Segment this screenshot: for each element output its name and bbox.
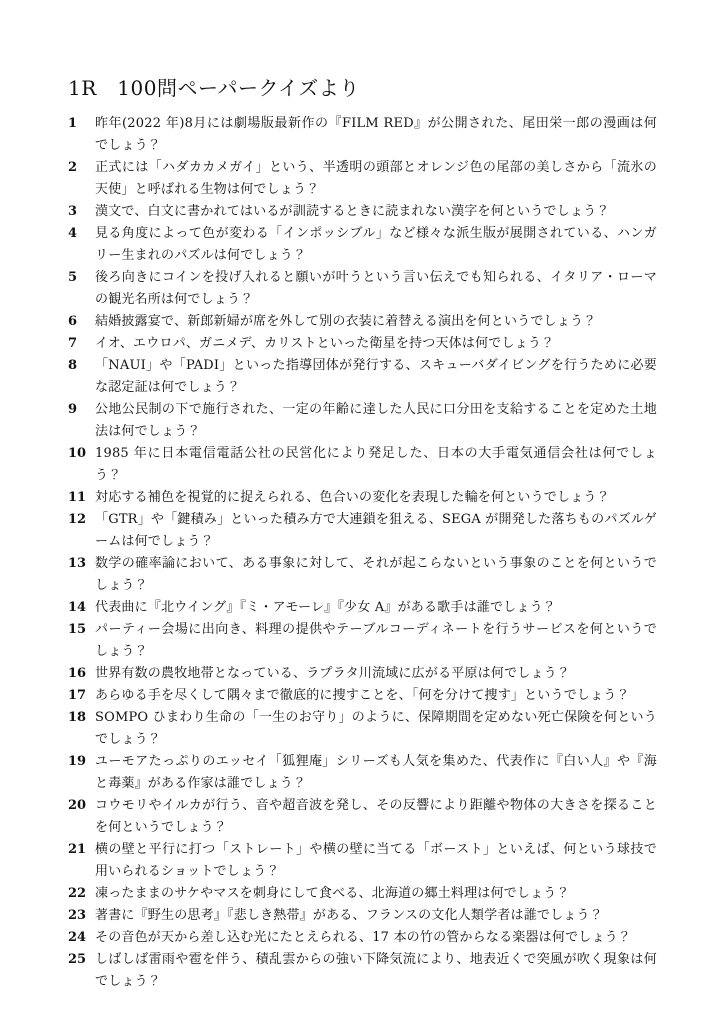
question-number: 19 — [68, 754, 87, 769]
question-row — [68, 597, 657, 619]
question-row — [68, 949, 657, 993]
question-number: 6 — [68, 314, 78, 329]
question-row — [68, 113, 657, 157]
page-title: 1R 100問ペーパークイズより — [68, 76, 360, 100]
question-number: 20 — [68, 798, 87, 813]
question-text: 「NAUI」や「PADI」といった指導団体が発行する、スキューバダイビングを行うために必要な認定証は何でしょう？ — [95, 358, 657, 395]
question-number: 18 — [68, 710, 87, 725]
question-row — [68, 619, 657, 663]
question-number: 7 — [68, 336, 78, 351]
question-text: 正式には「ハダカカメガイ」という、半透明の頭部とオレンジ色の尾部の美しさから「流氷の天使」と呼ばれる生物は何でしょう？ — [95, 160, 657, 197]
question-number: 14 — [68, 600, 87, 615]
question-row — [68, 707, 657, 751]
question-text: 数学の確率論において、ある事象に対して、それが起こらないという事象のことを何というでしょう？ — [95, 556, 657, 593]
question-number: 22 — [68, 886, 87, 901]
question-row — [68, 399, 657, 443]
question-row — [68, 223, 657, 267]
question-row — [68, 487, 657, 509]
question-row — [68, 267, 657, 311]
question-text: 代表曲に『北ウイング』『ミ・アモーレ』『少女 A』がある歌手は誰でしょう？ — [95, 600, 556, 615]
question-row — [68, 927, 657, 949]
question-row — [68, 355, 657, 399]
question-text: コウモリやイルカが行う、音や超音波を発し、その反響により距離や物体の大きさを探ることを何というでしょう？ — [95, 798, 657, 835]
question-row — [68, 509, 657, 553]
question-text: 結婚披露宴で、新郎新婦が席を外して別の衣装に着替える演出を何というでしょう？ — [95, 314, 597, 329]
question-number: 24 — [68, 930, 87, 945]
question-text: パーティー会場に出向き、料理の提供やテーブルコーディネートを行うサービスを何というでしょう？ — [95, 622, 657, 659]
question-row — [68, 751, 657, 795]
question-number: 16 — [68, 666, 87, 681]
question-row — [68, 553, 657, 597]
question-number: 1 — [68, 116, 78, 131]
question-number: 4 — [68, 226, 78, 241]
question-row — [68, 663, 657, 685]
question-text: 世界有数の農牧地帯となっている、ラプラタ川流域に広がる平原は何でしょう？ — [95, 666, 571, 681]
question-number: 25 — [68, 952, 87, 967]
question-row — [68, 883, 657, 905]
question-text: 対応する補色を視覚的に捉えられる、色合いの変化を表現した輪を何というでしょう？ — [95, 490, 610, 505]
question-number: 11 — [68, 490, 87, 505]
question-text: しばしば雷雨や雹を伴う、積乱雲からの強い下降気流により、地表近くで突風が吹く現象は何でしょう？ — [95, 952, 657, 989]
question-number: 12 — [68, 512, 87, 527]
question-row — [68, 333, 657, 355]
question-number: 17 — [68, 688, 87, 703]
question-number: 13 — [68, 556, 87, 571]
question-text: 「GTR」や「鍵積み」といった積み方で大連鎖を狙える、SEGA が開発した落ちものパズルゲームは何でしょう？ — [95, 512, 657, 549]
question-text: 横の壁と平行に打つ「ストレート」や横の壁に当てる「ボースト」といえば、何という球技で用いられるショットでしょう？ — [95, 842, 657, 879]
question-row — [68, 201, 657, 223]
question-number: 21 — [68, 842, 87, 857]
question-row — [68, 905, 657, 927]
question-row — [68, 157, 657, 201]
question-number: 15 — [68, 622, 87, 637]
question-text: その音色が天から差し込む光にたとえられる、17 本の竹の管からなる楽器は何でしょう？ — [95, 930, 632, 945]
question-text: 漢文で、白文に書かれてはいるが訓読するときに読まれない漢字を何というでしょう？ — [95, 204, 610, 219]
question-number: 23 — [68, 908, 87, 923]
question-text: ユーモアたっぷりのエッセイ「狐狸庵」シリーズも人気を集めた、代表作に『白い人』や『海と毒薬』がある作家は誰でしょう？ — [95, 754, 657, 791]
question-row — [68, 795, 657, 839]
question-row — [68, 311, 657, 333]
question-number: 10 — [68, 446, 87, 461]
question-text: 公地公民制の下で施行された、一定の年齢に達した人民に口分田を支給することを定めた土地法は何でしょう？ — [95, 402, 657, 439]
question-text: 見る角度によって色が変わる「インポッシブル」など様々な派生版が展開されている、ハンガリー生まれのパズルは何でしょう？ — [95, 226, 657, 263]
question-number: 3 — [68, 204, 78, 219]
question-row — [68, 839, 657, 883]
question-number: 9 — [68, 402, 78, 417]
question-row — [68, 685, 657, 707]
question-number: 8 — [68, 358, 78, 373]
question-text: 後ろ向きにコインを投げ入れると願いが叶うという言い伝えでも知られる、イタリア・ローマの観光名所は何でしょう？ — [95, 270, 657, 307]
question-text: 著書に『野生の思考』『悲しき熱帯』がある、フランスの文化人類学者は誰でしょう？ — [95, 908, 603, 923]
question-number: 2 — [68, 160, 78, 175]
question-list — [68, 113, 657, 993]
question-text: 凍ったままのサケやマスを刺身にして食べる、北海道の郷土料理は何でしょう？ — [95, 886, 570, 901]
question-text: あらゆる手を尽くして隅々まで徹底的に捜すことを、「何を分けて捜す」というでしょう？ — [95, 688, 630, 703]
question-row — [68, 443, 657, 487]
question-number: 5 — [68, 270, 78, 285]
question-text: イオ、エウロパ、ガニメデ、カリストといった衛星を持つ天体は何でしょう？ — [95, 336, 555, 351]
question-text: SOMPO ひまわり生命の「一生のお守り」のように、保障期間を定めない死亡保険を何というでしょう？ — [95, 710, 657, 747]
question-text: 昨年(2022 年)8月には劇場版最新作の『FILM RED』が公開された、尾田栄一郎の漫画は何でしょう？ — [95, 116, 657, 153]
question-text: 1985 年に日本電信電話公社の民営化により発足した、日本の大手電気通信会社は何でしょう？ — [95, 446, 657, 483]
